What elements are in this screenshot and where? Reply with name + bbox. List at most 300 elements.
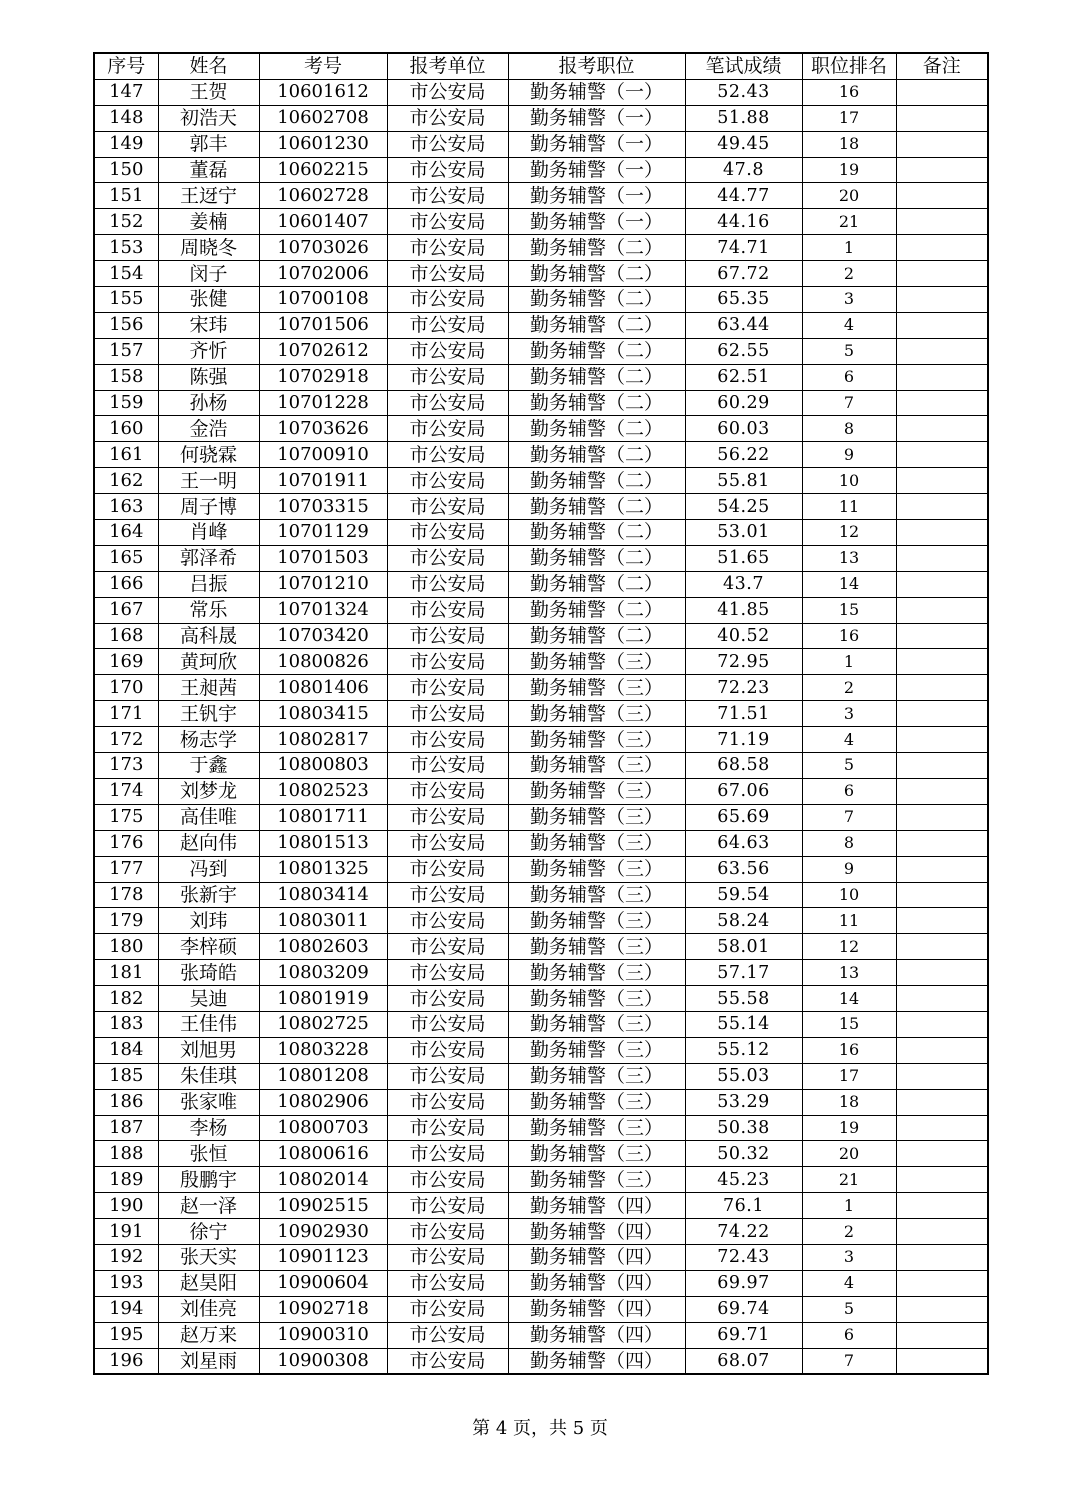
cell-remarks [896,1063,988,1089]
cell-remarks [896,1089,988,1115]
table-row [94,131,988,157]
cell-rank: 21 [802,1167,896,1193]
cell-name: 张琦皓 [158,960,259,986]
cell-unit: 市公安局 [387,442,508,468]
cell-serial-no: 177 [94,856,158,882]
cell-name: 王钒宇 [158,701,259,727]
cell-name: 刘星雨 [158,1348,259,1374]
table-row [94,416,988,442]
table-row [94,520,988,546]
table-row [94,753,988,779]
table-row [94,105,988,131]
cell-remarks [896,1244,988,1270]
cell-rank: 20 [802,183,896,209]
cell-position: 勤务辅警（三） [508,649,685,675]
cell-position: 勤务辅警（二） [508,468,685,494]
cell-unit: 市公安局 [387,623,508,649]
results-table [93,52,989,1375]
cell-rank: 12 [802,934,896,960]
cell-rank: 20 [802,1141,896,1167]
table-row [94,1348,988,1374]
cell-unit: 市公安局 [387,235,508,261]
cell-remarks [896,468,988,494]
cell-rank: 2 [802,675,896,701]
table-row [94,856,988,882]
cell-rank: 4 [802,1270,896,1296]
cell-score: 62.55 [685,338,802,364]
cell-position: 勤务辅警（二） [508,442,685,468]
cell-exam-no: 10703026 [259,235,387,261]
cell-serial-no: 155 [94,287,158,313]
cell-unit: 市公安局 [387,1348,508,1374]
cell-exam-no: 10703315 [259,494,387,520]
cell-remarks [896,1141,988,1167]
cell-name: 赵一泽 [158,1193,259,1219]
table-row [94,1037,988,1063]
cell-position: 勤务辅警（二） [508,545,685,571]
cell-position: 勤务辅警（三） [508,1115,685,1141]
table-row [94,882,988,908]
cell-position: 勤务辅警（三） [508,1089,685,1115]
cell-exam-no: 10803011 [259,908,387,934]
cell-remarks [896,1167,988,1193]
table-row [94,623,988,649]
cell-remarks [896,312,988,338]
cell-exam-no: 10803209 [259,960,387,986]
cell-position: 勤务辅警（二） [508,235,685,261]
cell-name: 王一明 [158,468,259,494]
table-row [94,468,988,494]
cell-serial-no: 184 [94,1037,158,1063]
cell-remarks [896,545,988,571]
cell-remarks [896,960,988,986]
cell-remarks [896,701,988,727]
cell-serial-no: 156 [94,312,158,338]
cell-serial-no: 175 [94,804,158,830]
cell-rank: 7 [802,390,896,416]
cell-remarks [896,1296,988,1322]
cell-name: 张健 [158,287,259,313]
cell-remarks [896,623,988,649]
cell-score: 65.69 [685,804,802,830]
cell-score: 55.12 [685,1037,802,1063]
cell-remarks [896,1193,988,1219]
cell-name: 高科晟 [158,623,259,649]
cell-rank: 13 [802,545,896,571]
cell-serial-no: 183 [94,1011,158,1037]
cell-position: 勤务辅警（一） [508,209,685,235]
cell-rank: 3 [802,287,896,313]
cell-score: 67.06 [685,778,802,804]
cell-position: 勤务辅警（三） [508,804,685,830]
cell-exam-no: 10700910 [259,442,387,468]
cell-rank: 4 [802,727,896,753]
cell-unit: 市公安局 [387,1322,508,1348]
table-row [94,701,988,727]
cell-unit: 市公安局 [387,105,508,131]
table-row [94,778,988,804]
cell-remarks [896,804,988,830]
cell-serial-no: 193 [94,1270,158,1296]
cell-serial-no: 162 [94,468,158,494]
cell-unit: 市公安局 [387,1141,508,1167]
cell-unit: 市公安局 [387,675,508,701]
cell-unit: 市公安局 [387,209,508,235]
cell-exam-no: 10602728 [259,183,387,209]
cell-exam-no: 10802014 [259,1167,387,1193]
cell-exam-no: 10802603 [259,934,387,960]
table-row [94,494,988,520]
cell-rank: 5 [802,338,896,364]
cell-rank: 21 [802,209,896,235]
cell-position: 勤务辅警（二） [508,390,685,416]
cell-remarks [896,649,988,675]
cell-unit: 市公安局 [387,1037,508,1063]
cell-position: 勤务辅警（四） [508,1219,685,1245]
cell-serial-no: 154 [94,261,158,287]
cell-remarks [896,364,988,390]
table-row [94,1141,988,1167]
cell-exam-no: 10702006 [259,261,387,287]
cell-name: 于鑫 [158,753,259,779]
cell-remarks [896,520,988,546]
cell-exam-no: 10701129 [259,520,387,546]
table-row [94,209,988,235]
cell-position: 勤务辅警（三） [508,934,685,960]
cell-remarks [896,1270,988,1296]
cell-position: 勤务辅警（四） [508,1348,685,1374]
cell-exam-no: 10701503 [259,545,387,571]
cell-remarks [896,235,988,261]
cell-position: 勤务辅警（三） [508,856,685,882]
cell-score: 74.22 [685,1219,802,1245]
cell-exam-no: 10801513 [259,830,387,856]
cell-remarks [896,856,988,882]
cell-unit: 市公安局 [387,390,508,416]
cell-name: 陈强 [158,364,259,390]
cell-exam-no: 10800616 [259,1141,387,1167]
cell-name: 肖峰 [158,520,259,546]
cell-remarks [896,597,988,623]
cell-score: 51.65 [685,545,802,571]
cell-name: 张恒 [158,1141,259,1167]
cell-rank: 3 [802,701,896,727]
cell-unit: 市公安局 [387,131,508,157]
cell-remarks [896,986,988,1012]
table-row [94,442,988,468]
cell-name: 赵万来 [158,1322,259,1348]
cell-rank: 1 [802,649,896,675]
header-unit: 报考单位 [387,53,508,79]
cell-remarks [896,1219,988,1245]
cell-position: 勤务辅警（二） [508,416,685,442]
cell-remarks [896,727,988,753]
cell-exam-no: 10902718 [259,1296,387,1322]
cell-position: 勤务辅警（三） [508,1037,685,1063]
cell-exam-no: 10900604 [259,1270,387,1296]
cell-name: 高佳唯 [158,804,259,830]
cell-remarks [896,1011,988,1037]
cell-remarks [896,882,988,908]
cell-position: 勤务辅警（三） [508,908,685,934]
cell-position: 勤务辅警（三） [508,753,685,779]
cell-name: 董磊 [158,157,259,183]
cell-rank: 2 [802,1219,896,1245]
cell-name: 王迓宁 [158,183,259,209]
cell-name: 齐忻 [158,338,259,364]
cell-unit: 市公安局 [387,1115,508,1141]
cell-exam-no: 10901123 [259,1244,387,1270]
cell-name: 吴迪 [158,986,259,1012]
cell-score: 41.85 [685,597,802,623]
cell-serial-no: 172 [94,727,158,753]
cell-remarks [896,209,988,235]
cell-unit: 市公安局 [387,1167,508,1193]
cell-position: 勤务辅警（三） [508,727,685,753]
cell-rank: 16 [802,1037,896,1063]
cell-score: 58.24 [685,908,802,934]
cell-serial-no: 158 [94,364,158,390]
cell-position: 勤务辅警（三） [508,701,685,727]
cell-unit: 市公安局 [387,1270,508,1296]
cell-position: 勤务辅警（二） [508,520,685,546]
cell-name: 王贺 [158,79,259,105]
cell-score: 53.01 [685,520,802,546]
cell-score: 55.14 [685,1011,802,1037]
cell-exam-no: 10602215 [259,157,387,183]
table-row [94,597,988,623]
cell-rank: 18 [802,1089,896,1115]
cell-remarks [896,261,988,287]
cell-serial-no: 152 [94,209,158,235]
cell-name: 周子博 [158,494,259,520]
cell-unit: 市公安局 [387,312,508,338]
cell-unit: 市公安局 [387,830,508,856]
table-row [94,1089,988,1115]
cell-rank: 11 [802,494,896,520]
table-row [94,1270,988,1296]
cell-serial-no: 150 [94,157,158,183]
cell-unit: 市公安局 [387,753,508,779]
cell-serial-no: 149 [94,131,158,157]
cell-name: 杨志学 [158,727,259,753]
cell-remarks [896,571,988,597]
cell-unit: 市公安局 [387,79,508,105]
cell-unit: 市公安局 [387,882,508,908]
table-row [94,1322,988,1348]
cell-serial-no: 157 [94,338,158,364]
cell-serial-no: 170 [94,675,158,701]
cell-rank: 16 [802,79,896,105]
cell-serial-no: 166 [94,571,158,597]
header-rank: 职位排名 [802,53,896,79]
cell-name: 李杨 [158,1115,259,1141]
cell-serial-no: 159 [94,390,158,416]
cell-unit: 市公安局 [387,494,508,520]
cell-name: 金浩 [158,416,259,442]
cell-rank: 7 [802,804,896,830]
table-row [94,545,988,571]
cell-position: 勤务辅警（三） [508,1141,685,1167]
cell-serial-no: 182 [94,986,158,1012]
header-exam-no: 考号 [259,53,387,79]
cell-unit: 市公安局 [387,261,508,287]
cell-serial-no: 192 [94,1244,158,1270]
cell-score: 58.01 [685,934,802,960]
cell-score: 50.32 [685,1141,802,1167]
cell-exam-no: 10801919 [259,986,387,1012]
cell-score: 49.45 [685,131,802,157]
cell-serial-no: 163 [94,494,158,520]
cell-score: 55.03 [685,1063,802,1089]
cell-serial-no: 191 [94,1219,158,1245]
cell-serial-no: 164 [94,520,158,546]
table-row [94,312,988,338]
cell-serial-no: 194 [94,1296,158,1322]
cell-unit: 市公安局 [387,571,508,597]
cell-position: 勤务辅警（二） [508,364,685,390]
cell-remarks [896,442,988,468]
cell-score: 64.63 [685,830,802,856]
cell-serial-no: 161 [94,442,158,468]
cell-unit: 市公安局 [387,468,508,494]
cell-serial-no: 190 [94,1193,158,1219]
cell-serial-no: 173 [94,753,158,779]
cell-unit: 市公安局 [387,908,508,934]
cell-unit: 市公安局 [387,960,508,986]
cell-remarks [896,830,988,856]
cell-score: 74.71 [685,235,802,261]
cell-score: 40.52 [685,623,802,649]
cell-exam-no: 10801711 [259,804,387,830]
cell-score: 62.51 [685,364,802,390]
table-row [94,804,988,830]
cell-position: 勤务辅警（三） [508,778,685,804]
cell-score: 50.38 [685,1115,802,1141]
cell-exam-no: 10803414 [259,882,387,908]
cell-unit: 市公安局 [387,727,508,753]
cell-unit: 市公安局 [387,856,508,882]
cell-score: 47.8 [685,157,802,183]
cell-name: 张家唯 [158,1089,259,1115]
cell-score: 52.43 [685,79,802,105]
cell-unit: 市公安局 [387,1219,508,1245]
cell-name: 黄珂欣 [158,649,259,675]
cell-name: 姜楠 [158,209,259,235]
cell-unit: 市公安局 [387,986,508,1012]
cell-score: 72.23 [685,675,802,701]
cell-exam-no: 10803415 [259,701,387,727]
cell-name: 李梓硕 [158,934,259,960]
cell-exam-no: 10800803 [259,753,387,779]
cell-position: 勤务辅警（一） [508,183,685,209]
cell-rank: 15 [802,597,896,623]
cell-exam-no: 10802523 [259,778,387,804]
cell-remarks [896,1348,988,1374]
cell-rank: 10 [802,882,896,908]
header-score: 笔试成绩 [685,53,802,79]
cell-exam-no: 10601230 [259,131,387,157]
cell-exam-no: 10802906 [259,1089,387,1115]
cell-exam-no: 10902930 [259,1219,387,1245]
cell-score: 63.56 [685,856,802,882]
cell-score: 56.22 [685,442,802,468]
cell-exam-no: 10900310 [259,1322,387,1348]
cell-unit: 市公安局 [387,804,508,830]
cell-name: 何骁霖 [158,442,259,468]
cell-unit: 市公安局 [387,597,508,623]
cell-serial-no: 180 [94,934,158,960]
cell-exam-no: 10602708 [259,105,387,131]
cell-exam-no: 10803228 [259,1037,387,1063]
cell-serial-no: 174 [94,778,158,804]
cell-exam-no: 10802817 [259,727,387,753]
cell-exam-no: 10700108 [259,287,387,313]
cell-rank: 2 [802,261,896,287]
cell-exam-no: 10701324 [259,597,387,623]
table-row [94,908,988,934]
cell-rank: 1 [802,1193,896,1219]
table-row [94,1219,988,1245]
cell-remarks [896,390,988,416]
cell-rank: 16 [802,623,896,649]
table-row [94,261,988,287]
cell-name: 初浩天 [158,105,259,131]
table-row [94,79,988,105]
table-row [94,986,988,1012]
cell-score: 68.58 [685,753,802,779]
cell-serial-no: 185 [94,1063,158,1089]
cell-score: 65.35 [685,287,802,313]
cell-serial-no: 160 [94,416,158,442]
cell-rank: 6 [802,778,896,804]
header-row [94,53,988,79]
cell-position: 勤务辅警（二） [508,597,685,623]
cell-serial-no: 147 [94,79,158,105]
cell-score: 72.43 [685,1244,802,1270]
cell-position: 勤务辅警（二） [508,312,685,338]
cell-serial-no: 195 [94,1322,158,1348]
cell-name: 冯到 [158,856,259,882]
cell-score: 68.07 [685,1348,802,1374]
cell-exam-no: 10702918 [259,364,387,390]
cell-rank: 6 [802,364,896,390]
cell-position: 勤务辅警（一） [508,131,685,157]
cell-position: 勤务辅警（三） [508,986,685,1012]
cell-rank: 1 [802,235,896,261]
cell-score: 76.1 [685,1193,802,1219]
page-footer: 第 4 页，共 5 页 [472,1418,608,1439]
cell-name: 赵向伟 [158,830,259,856]
table-row [94,1296,988,1322]
table-row [94,1011,988,1037]
cell-position: 勤务辅警（一） [508,79,685,105]
cell-serial-no: 148 [94,105,158,131]
cell-rank: 12 [802,520,896,546]
table-row [94,727,988,753]
cell-rank: 6 [802,1322,896,1348]
cell-remarks [896,79,988,105]
cell-exam-no: 10902515 [259,1193,387,1219]
header-serial-no: 序号 [94,53,158,79]
cell-score: 54.25 [685,494,802,520]
table-row [94,183,988,209]
cell-exam-no: 10900308 [259,1348,387,1374]
cell-unit: 市公安局 [387,183,508,209]
cell-rank: 3 [802,1244,896,1270]
cell-position: 勤务辅警（三） [508,830,685,856]
cell-rank: 15 [802,1011,896,1037]
